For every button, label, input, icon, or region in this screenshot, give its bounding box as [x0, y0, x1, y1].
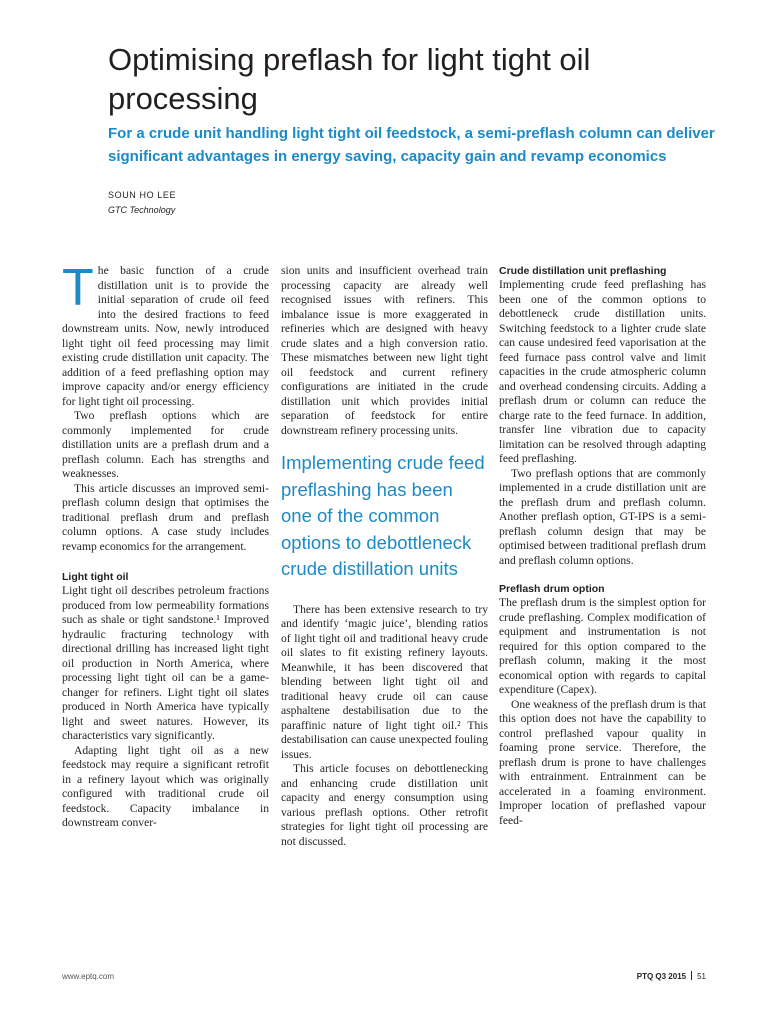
body-column-1: [62, 259, 269, 831]
paragraph: Adapting light tight oil as a new feedstock may require a significant retrofit in a refinery layout which was originally configured with traditional crude oil feedstock. Capacity imbalance in downstream conver-: [62, 743, 269, 829]
page-number: 51: [697, 972, 706, 981]
paragraph: This article focuses on debottlenecking and enhancing crude distillation unit capacity and energy consumption using various preflash options. Other retrofit strategies for light tight oil processing are not discussed.: [281, 762, 488, 848]
pull-quote: Implementing crude feed preflashing has been one of the common options to debottleneck crude distillation units: [281, 452, 485, 579]
paragraph-text: he basic function of a crude distillation unit is to provide the initial separation of crude oil feed into the desired fractions to feed downstream units. Now, newly introduced light tight oil feed processing may limit existing crude distillation unit capacity. The addition of a feed preflashing option may improve capacity and/or energy efficiency for light tight oil processing.: [62, 264, 269, 408]
paragraph: There has been extensive research to try and identify ‘magic juice’, blending ratios of light tight oil and traditional heavy crude oil slates to fit existing refinery layouts. Meanwhile, it has been discovered that blending between light tight oil and traditional heavy crude oil can cause asphaltene destabilisation due to the paraffinic nature of light tight oil.² This destabilisation can cause unexpected fouling issues.: [281, 602, 488, 761]
footer-issue: PTQ Q3 2015: [636, 972, 687, 981]
paragraph: Implementing crude feed preflashing has been one of the common options to debottleneck crude distillation units. Switching feedstock to a lighter crude slate can cause undesired feed vaporisation at the feed furnace pass control valve and limit capacities in the crude atmospheric column and overhead condensing circuits. Adding a preflash drum or column can reduce the charge rate to the feed furnace. In addition, transfer line vibration due to capacity limitation can be resolved through adapting feed preflashing.: [499, 278, 706, 465]
section-heading-crude-distillation-preflashing: Crude distillation unit preflashing: [499, 265, 667, 277]
author-name: SOUN HO LEE: [108, 190, 177, 200]
article-title: Optimising preflash for light tight oil processing: [108, 42, 591, 116]
article-subtitle: For a crude unit handling light tight oil feedstock, a semi-preflash column can deliver significant advantages in energy saving, capacity gain and revamp economics: [108, 125, 715, 165]
paragraph: One weakness of the preflash drum is that this option does not have the capability to control preflashed vapour quality in foaming prone service. Therefore, the preflash drum is prone to have challenges with entrainment. Entrainment can be accelerated in a foaming environment. Improper location of preflashed vapour feed-: [499, 697, 706, 827]
footer-issue-page: [637, 971, 706, 981]
paragraph: sion units and insufficient overhead train processing capacity are already well recognised issues with refiners. This imbalance issue is more exaggerated in refineries which are designed with heavy crude slates and a high conversion ratio. These mismatches between new light tight oil feedstock and current refinery configurations are initiated in the crude distillation unit which provides initial separation of feedstock for entire downstream refinery processing units.: [281, 264, 488, 437]
body-column-2: [281, 264, 488, 849]
paragraph: The preflash drum is the simplest option for crude preflashing. Complex modification of equipment and instrumentation is not required for this option compared to the preflash column, making it the most economical option with regards to capital expenditure (Capex).: [499, 596, 706, 696]
footer-divider: [691, 971, 692, 980]
section-heading-light-tight-oil: Light tight oil: [62, 571, 129, 583]
paragraph: This article discusses an improved semi-preflash column design that optimises the traditional preflash drum and preflash column options. A case study includes revamp economics for the arrangement.: [62, 481, 269, 553]
paragraph: Two preflash options which are commonly implemented for crude distillation units are a preflash drum and a preflash column. Each has strengths and weaknesses.: [62, 409, 269, 480]
paragraph: [62, 259, 269, 409]
body-column-3: [499, 264, 706, 828]
section-heading-preflash-drum-option: Preflash drum option: [499, 583, 605, 595]
paragraph: Two preflash options that are commonly implemented in a crude distillation unit are the preflash drum and preflash column. Another preflash option, GT-IPS is a semi-preflash column design that may be optimised between traditional preflash drum and preflash column options.: [499, 466, 706, 567]
author-affiliation: GTC Technology: [108, 205, 176, 215]
drop-cap: T: [62, 259, 94, 317]
footer-url: www.eptq.com: [62, 972, 115, 981]
paragraph: Light tight oil describes petroleum fractions produced from low permeability formations such as shale or tight sandstone.¹ Improved hydraulic fracturing technology with directional drilling has increased light tight oil production in North America, where processing light tight oil can be a game-changer for refiners. Light tight oil slates produced in North America have typically light and sweet natures. However, its characteristics vary significantly.: [62, 584, 269, 742]
